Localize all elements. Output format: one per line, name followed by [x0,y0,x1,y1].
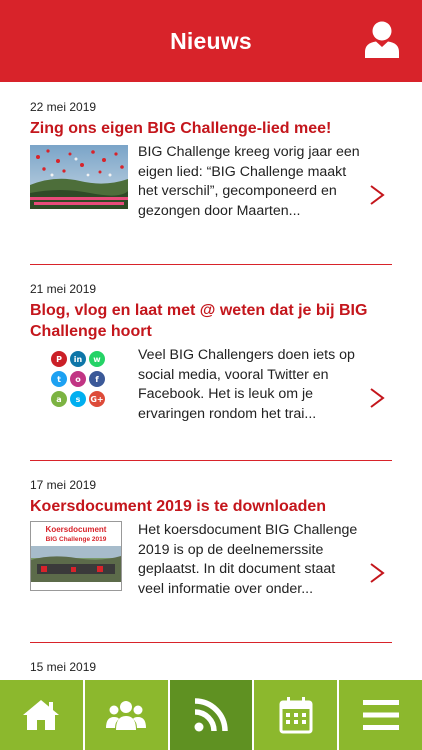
news-item[interactable] [30,478,392,621]
thumb-subtitle: BIG Challenge 2019 [45,536,107,543]
page-title: Nieuws [170,28,252,54]
chevron-right-icon[interactable] [368,386,386,410]
calendar-icon [278,696,314,734]
news-title[interactable]: Koersdocument 2019 is te downloaden [30,498,327,515]
divider [30,642,392,643]
group-icon [106,697,146,733]
news-date: 22 mei 2019 [30,100,97,114]
user-icon [364,20,400,60]
news-excerpt: Veel BIG Challengers doen iets op social media, vooral Twitter en Facebook. Het is leuk om je ervaringen rondom het trai... [138,347,355,422]
news-date: 15 mei 2019 [30,660,97,674]
chevron-right-icon[interactable] [368,561,386,585]
tab-news[interactable] [170,680,255,750]
svg-text:in: in [73,355,83,364]
news-thumbnail-balloons [30,145,128,209]
home-icon [21,697,61,733]
news-excerpt: BIG Challenge kreeg vorig jaar een eigen lied: “BIG Challenge maakt het verschil”, gecomponeerd en gezongen door Maarten... [138,144,360,219]
news-date: 17 mei 2019 [30,478,97,492]
news-date: 21 mei 2019 [30,282,97,296]
rss-icon [193,697,229,733]
svg-text:a: a [56,395,62,404]
news-item[interactable] [30,100,392,243]
chevron-right-icon[interactable] [368,183,386,207]
news-title[interactable]: Blog, vlog en laat met @ weten dat je bij BIG Challenge hoort [30,302,368,340]
news-excerpt: Het koersdocument BIG Challenge 2019 is op de deelnemerssite geplaatst. In dit document staat veel informatie over onder... [138,522,358,597]
news-thumbnail-document [30,521,122,591]
svg-text:f: f [95,375,99,384]
tab-home[interactable] [0,680,85,750]
divider [30,264,392,265]
app-header [0,0,422,82]
svg-text:P: P [56,355,62,364]
svg-text:t: t [57,375,61,384]
svg-text:o: o [75,375,81,384]
tab-calendar[interactable] [254,680,339,750]
news-item[interactable] [30,660,392,674]
news-thumbnail-social-icons [30,348,128,412]
thumb-title: Koersdocument [45,525,107,534]
news-feed[interactable] [0,82,422,680]
tab-menu[interactable] [339,680,422,750]
svg-text:s: s [75,395,81,404]
user-profile-button[interactable] [364,20,400,60]
news-item[interactable] [30,282,392,446]
menu-icon [361,698,401,732]
news-title[interactable]: Zing ons eigen BIG Challenge-lied mee! [30,120,332,137]
bottom-tab-bar [0,680,422,750]
tab-group[interactable] [85,680,170,750]
svg-text:G+: G+ [90,395,104,404]
divider [30,460,392,461]
svg-text:w: w [93,355,101,364]
